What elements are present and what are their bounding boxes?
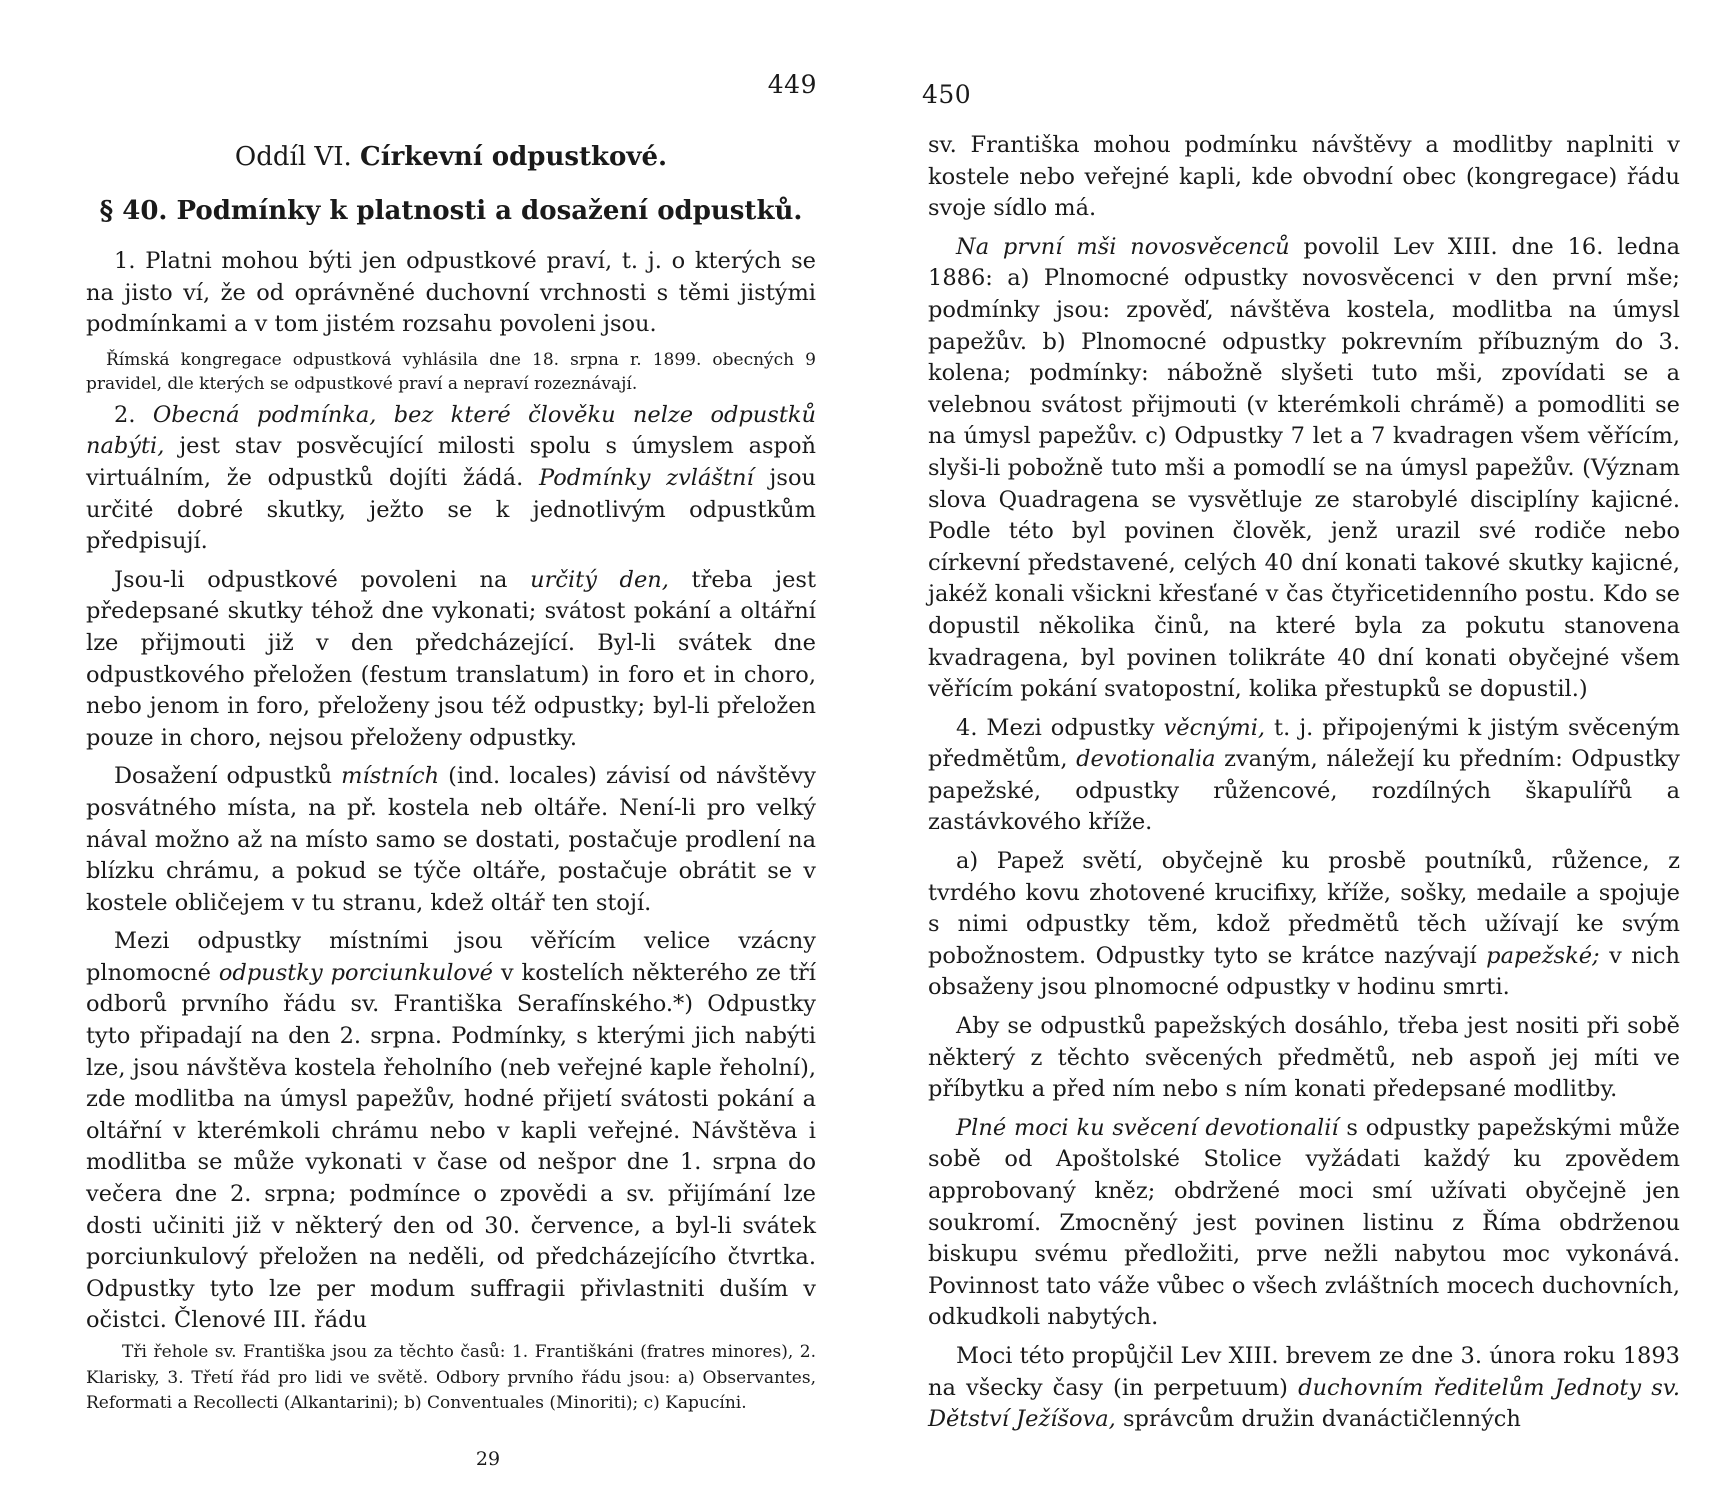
emphasis: Obecná podmínka, bez které člověku nelze odpustků nabýti, <box>86 401 816 460</box>
text: Jsou-li odpustkové povoleni na <box>114 566 531 593</box>
emphasis: místních <box>341 763 440 790</box>
emphasis: odpustky porciunkulové <box>218 959 493 986</box>
text: (ind. locales) závisí od návštěvy posvátného místa, na př. kostela neb oltáře. Není-li pro velký nával možno až na místo samo se dostati, postačuje prodlení na blízku chrámu, a pokud se týče oltáře, postačuje obrátit se v kostele obličejem v tu stranu, kdež oltář ten stojí. <box>86 763 817 916</box>
paragraph-number: 2. <box>114 401 136 428</box>
text: 4. Mezi odpustky <box>956 714 1164 741</box>
paragraph: 1. Platni mohou býti jen odpustkové praví, t. j. o kterých se na jisto ví, že od oprávněné duchovní vrchnosti s těmi jistými podmínkami a v tom jistém rozsahu povoleni jsou. <box>86 248 816 338</box>
text: t. j. připojenými k jistým svěceným předmětům, <box>928 714 1680 773</box>
emphasis: Podmínky zvláštní <box>538 464 754 491</box>
paragraph: sv. Františka mohou podmínku návštěvy a modlitby naplniti v kostele nebo veřejné kapli, kde obvodní obec (kongregace) řádu svoje sídlo má. <box>928 132 1680 222</box>
section-title: § 40. Podmínky k platnosti a dosažení odpustků. <box>99 196 803 226</box>
emphasis: duchovním ředitelům Jednoty sv. Dětství Ježíšova, <box>928 1374 1680 1433</box>
footnote <box>86 1340 816 1424</box>
emphasis: Plné moci ku svěcení devotionalií <box>956 1114 1339 1141</box>
left-page-content <box>86 130 816 1344</box>
paragraph <box>928 846 1680 1004</box>
text: Mezi odpustky místními jsou věřícím velice vzácny plnomocné <box>86 928 816 986</box>
right-page-content <box>928 130 1680 1443</box>
paragraph <box>928 1113 1680 1334</box>
text: zvaným, náležejí ku předním: Odpustky papežské, odpustky růžencové, rozdílných škapulířů a zastávkového kříže. <box>928 746 1680 836</box>
text: v kostelích některého ze tří odborů prvního řádu sv. Františka Serafínského.*) Odpustky tyto připadají na den 2. srpna. Podmínky, s kterými jich nabýti lze, jsou návštěva kostela řeholního (neb veřejné kaple řeholní), zde modlitba na úmysl papežův, hodné přijetí svátosti pokání a oltářní v kterémkoli chrámu nebo v kapli veřejné. Návštěva i modlitba se může vykonati v čase od nešpor dne 1. srpna do večera dne 2. srpna; podmínce o zpovědi a sv. přijímání lze dosti učiniti již v některý den od 30. července, a byl-li svátek porciunkulový přeložen na neděli, od předcházejícího čtvrtka. Odpustky tyto lze per modum suffragii přivlastniti duším v očistci. Členové III. řádu <box>86 959 817 1334</box>
right-page <box>866 0 1732 1500</box>
page-number-left: 449 <box>767 70 817 99</box>
text: správcům družin dvanáctičlenných <box>1115 1406 1521 1433</box>
text: třeba jest předepsané skutky téhož dne vykonati; svátost pokání a oltářní lze přijmouti již v den předcházející. Byl-li svátek dne odpustkového přeložen (festum translatum) in foro et in choro, nebo jenom in foro, přeloženy jsou též odpustky; byl-li přeložen pouze in choro, nejsou přeloženy odpustky. <box>86 566 817 751</box>
section-lead: Oddíl VI. <box>234 142 352 172</box>
paragraph <box>86 761 816 919</box>
text: Moci této propůjčil Lev XIII. brevem ze dne 3. února roku 1893 na všecky časy (in perpetuum) <box>928 1342 1680 1401</box>
text: a) Papež světí, obyčejně ku prosbě poutníků, růžence, z tvrdého kovu zhotovené krucifixy, kříže, sošky, medaile a spojuje s nimi odpustky těm, kdož předmětů těch užívají ke svým pobožnostem. Odpustky tyto se krátce nazývají <box>928 848 1680 969</box>
paragraph <box>86 565 816 755</box>
text: povolil Lev XIII. dne 16. ledna 1886: a) Plnomocné odpustky novosvěcenci v den první mše; podmínky jsou: zpověď, návštěva kostela, modlitba na úmysl papežův. b) Plnomocné odpustky pokrevním příbuzným do 3. kolena; podmínky: nábožně slyšeti tuto mši, zpovídati se a velebnou svátost přijmouti (v kterémkoli chrámě) a pomodliti se na úmysl papežův. c) Odpustky 7 let a 7 kvadragen všem věřícím, slyši-li pobožně tuto mši a pomodlí se na úmysl papežův. (Význam slova Quadragena se vysvětluje ze starobylé disciplíny kajicné. Podle této byl povinen člověk, jenž urazil své rodiče nebo církevní představené, celých 40 dní konati takové skutky kajicné, jakéž konali všickni křesťané v čas čtyřicetidenního postu. Kdo se dopustil několika činů, na které byla za pokutu stanovena kvadragena, byl povinen tolikráte 40 dní konati obyčejné všem věřícím pokání svatopostní, kolika přestupků se dopustil.) <box>928 233 1681 703</box>
emphasis: devotionalia <box>1076 746 1216 773</box>
text: s odpustky papežskými může sobě od Apoštolské Stolice vyžádati každý ku zpovědem approbovaný kněz; obdržené moci smí užívati obyčejně jen soukromí. Zmocněný jest povinen listinu z Říma obdrženou biskupu svému předložiti, prve nežli nabytou moc vykonává. Povinnost tato váže vůbec o všech zvláštních mocech duchovních, odkudkoli nabytých. <box>928 1114 1680 1331</box>
small-note: Římská kongregace odpustková vyhlásila dne 18. srpna r. 1899. obecných 9 pravidel, dle kterých se odpustkové praví a nepraví rozeznávají. <box>86 349 816 394</box>
paragraph <box>86 400 816 558</box>
emphasis: Na první mši novosvěcenců <box>956 233 1290 260</box>
paragraph <box>928 713 1680 839</box>
emphasis: určitý den, <box>530 566 669 593</box>
page-number-right: 450 <box>922 80 972 109</box>
paragraph <box>928 232 1680 706</box>
footnote-text: Tři řehole sv. Františka jsou za těchto časů: 1. Františkáni (fratres minores), 2. Klarisky, 3. Třetí řád pro lidi ve světě. Odbory prvního řádu jsou: a) Observantes, Reformati a Recollecti (Alkantarini); b) Conventuales (Minoriti); c) Kapucíni. <box>86 1342 816 1413</box>
text: Dosažení odpustků <box>114 763 342 790</box>
paragraph <box>928 1341 1680 1436</box>
paragraph <box>86 926 816 1337</box>
text: jsou určité dobré skutky, ježto se k jednotlivým odpustkům předpisují. <box>86 464 816 555</box>
text: jest stav posvěcující milosti spolu s úmyslem aspoň virtuálním, že odpustků dojíti žádá. <box>86 433 816 491</box>
emphasis: věcnými, <box>1163 714 1266 741</box>
paragraph: Aby se odpustků papežských dosáhlo, třeba jest nositi při sobě některý z těchto svěcených předmětů, neb aspoň jej míti ve příbytku a před ním nebo s ním konati předepsané modlitby. <box>928 1013 1680 1103</box>
section-heading <box>86 140 816 174</box>
section-name: Církevní odpustkové. <box>360 142 668 172</box>
signature-mark: 29 <box>475 1448 501 1470</box>
emphasis: papežské; <box>1486 942 1600 969</box>
text: v nich obsaženy jsou plnomocné odpustky v hodinu smrti. <box>928 942 1680 1001</box>
